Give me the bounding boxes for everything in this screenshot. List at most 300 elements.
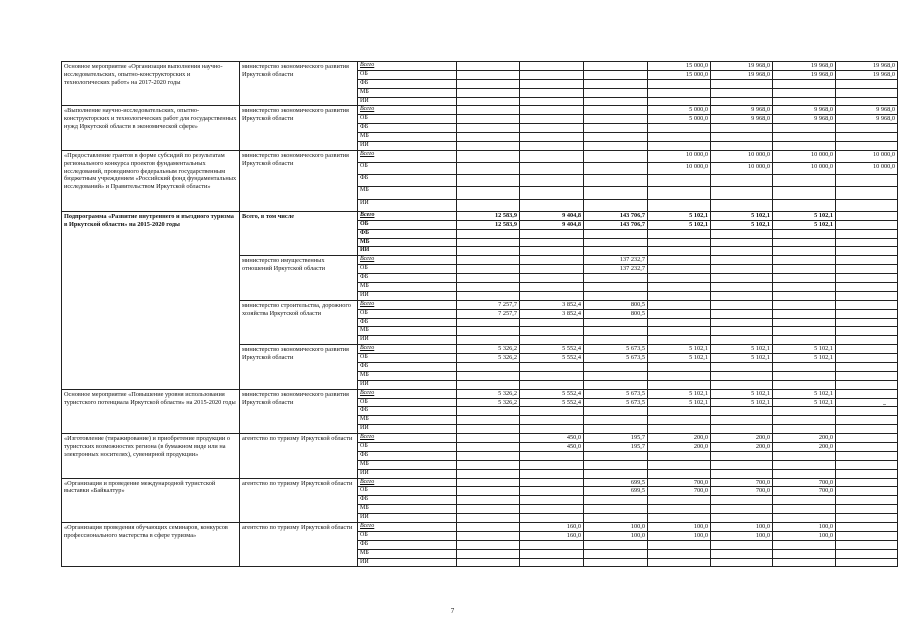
amount-cell [520, 175, 584, 187]
amount-cell [520, 124, 584, 133]
funding-source-cell: ОБ [358, 265, 457, 274]
amount-cell [520, 187, 584, 199]
amount-cell [648, 229, 711, 238]
amount-cell [520, 282, 584, 291]
amount-cell: 10 000,0 [836, 163, 898, 175]
funding-source-cell: Всего [358, 523, 457, 532]
amount-cell [520, 291, 584, 300]
amount-cell: 5 102,1 [648, 345, 711, 354]
funding-source-cell: ФБ [358, 318, 457, 327]
amount-cell [836, 274, 898, 283]
funding-source-cell: Всего [358, 106, 457, 115]
amount-cell [457, 318, 520, 327]
funding-source-cell: МБ [358, 460, 457, 469]
amount-cell [457, 229, 520, 238]
amount-cell [520, 327, 584, 336]
amount-cell [836, 549, 898, 558]
amount-cell [457, 274, 520, 283]
amount-cell [711, 175, 773, 187]
amount-cell [711, 79, 773, 88]
amount-cell [457, 380, 520, 389]
amount-cell [457, 163, 520, 175]
amount-cell [584, 451, 648, 460]
amount-cell [520, 115, 584, 124]
amount-cell: 700,0 [648, 478, 711, 487]
amount-cell [836, 97, 898, 106]
amount-cell [836, 362, 898, 371]
amount-cell [836, 309, 898, 318]
amount-cell [584, 106, 648, 115]
amount-cell: 5 102,1 [711, 220, 773, 229]
responsible-executor-cell: министерство имущественных отношений Иркутской области [240, 256, 358, 300]
responsible-executor-cell: Всего, в том числе [240, 211, 358, 255]
amount-cell [711, 549, 773, 558]
funding-source-cell: МБ [358, 416, 457, 425]
amount-cell [457, 187, 520, 199]
amount-cell [648, 336, 711, 345]
amount-cell: 10 000,0 [836, 150, 898, 162]
amount-cell [648, 362, 711, 371]
amount-cell [836, 199, 898, 211]
amount-cell [711, 142, 773, 151]
amount-cell [584, 380, 648, 389]
amount-cell [648, 300, 711, 309]
funding-source-cell: ОБ [358, 163, 457, 175]
amount-cell: 5 102,1 [648, 389, 711, 398]
amount-cell: 5 552,4 [520, 398, 584, 407]
amount-cell: 12 583,9 [457, 211, 520, 220]
amount-cell: 700,0 [648, 487, 711, 496]
amount-cell [457, 487, 520, 496]
amount-cell: 699,5 [584, 487, 648, 496]
responsible-executor-cell: министерство экономического развития Иркутской области [240, 106, 358, 150]
amount-cell [711, 187, 773, 199]
amount-cell: 19 968,0 [773, 70, 836, 79]
amount-cell [773, 327, 836, 336]
amount-cell [520, 478, 584, 487]
responsible-executor-cell: министерство экономического развития Иркутской области [240, 62, 358, 106]
responsible-executor-cell: агентство по туризму Иркутской области [240, 434, 358, 478]
amount-cell [773, 362, 836, 371]
amount-cell [457, 175, 520, 187]
amount-cell [711, 336, 773, 345]
amount-cell [836, 434, 898, 443]
amount-cell [584, 362, 648, 371]
amount-cell [648, 142, 711, 151]
amount-cell [584, 199, 648, 211]
amount-cell [711, 300, 773, 309]
amount-cell: 9 968,0 [836, 106, 898, 115]
amount-cell [773, 282, 836, 291]
amount-cell [457, 540, 520, 549]
amount-cell [520, 79, 584, 88]
amount-cell [520, 229, 584, 238]
amount-cell [520, 163, 584, 175]
amount-cell [520, 274, 584, 283]
amount-cell [520, 380, 584, 389]
amount-cell: 3 852,4 [520, 309, 584, 318]
table-row [62, 211, 898, 220]
amount-cell [648, 97, 711, 106]
amount-cell [520, 416, 584, 425]
amount-cell [836, 300, 898, 309]
amount-cell [584, 238, 648, 247]
amount-cell [648, 124, 711, 133]
amount-cell [520, 70, 584, 79]
amount-cell: 5 326,2 [457, 345, 520, 354]
funding-source-cell: ИИ [358, 97, 457, 106]
amount-cell [457, 124, 520, 133]
amount-cell: 5 102,1 [773, 211, 836, 220]
funding-source-cell: ФБ [358, 124, 457, 133]
amount-cell [520, 362, 584, 371]
amount-cell [836, 469, 898, 478]
amount-cell [773, 199, 836, 211]
amount-cell [836, 238, 898, 247]
amount-cell [520, 558, 584, 567]
amount-cell: 450,0 [520, 434, 584, 443]
amount-cell: 200,0 [773, 434, 836, 443]
amount-cell [711, 451, 773, 460]
amount-cell [648, 318, 711, 327]
amount-cell [457, 469, 520, 478]
funding-source-cell: ИИ [358, 425, 457, 434]
amount-cell [648, 451, 711, 460]
amount-cell: 100,0 [648, 523, 711, 532]
amount-cell [457, 265, 520, 274]
amount-cell [520, 62, 584, 71]
funding-source-cell: МБ [358, 238, 457, 247]
amount-cell: 5 102,1 [773, 220, 836, 229]
amount-cell: 200,0 [773, 443, 836, 452]
amount-cell [773, 318, 836, 327]
amount-cell: 137 232,7 [584, 256, 648, 265]
amount-cell [711, 318, 773, 327]
amount-cell [773, 371, 836, 380]
amount-cell [773, 133, 836, 142]
amount-cell: 9 968,0 [773, 115, 836, 124]
amount-cell: 5 102,1 [773, 389, 836, 398]
funding-source-cell: ФБ [358, 407, 457, 416]
amount-cell: 800,5 [584, 300, 648, 309]
funding-source-cell: МБ [358, 282, 457, 291]
table-row [62, 150, 898, 162]
program-name-cell: «Выполнение научно-исследовательских, опытно-конструкторских и технологических работ для государственных нужд Иркутской области в экономической сфере» [62, 106, 240, 150]
amount-cell [711, 97, 773, 106]
amount-cell [711, 199, 773, 211]
amount-cell [648, 460, 711, 469]
amount-cell: 195,7 [584, 434, 648, 443]
amount-cell [836, 79, 898, 88]
amount-cell [520, 336, 584, 345]
amount-cell [520, 247, 584, 256]
funding-source-cell: МБ [358, 88, 457, 97]
amount-cell [711, 558, 773, 567]
amount-cell [648, 282, 711, 291]
amount-cell: 19 968,0 [711, 70, 773, 79]
amount-cell [648, 327, 711, 336]
amount-cell [584, 79, 648, 88]
amount-cell: 450,0 [520, 443, 584, 452]
amount-cell [711, 282, 773, 291]
funding-source-cell: МБ [358, 327, 457, 336]
amount-cell [648, 469, 711, 478]
amount-cell [520, 514, 584, 523]
amount-cell [584, 97, 648, 106]
budget-table-body [62, 62, 898, 567]
funding-source-cell: ФБ [358, 362, 457, 371]
amount-cell [584, 514, 648, 523]
amount-cell: 19 968,0 [711, 62, 773, 71]
program-name-cell: «Предоставление грантов в форме субсидий по результатам регионального конкурса проектов фундаментальных исследований, проводимого федеральным государственным бюджетным учреждением «Российский фонд фундаментальных исследований» и Правительством Иркутской области» [62, 150, 240, 211]
amount-cell [584, 318, 648, 327]
amount-cell: 5 102,1 [648, 220, 711, 229]
amount-cell [648, 425, 711, 434]
amount-cell [520, 142, 584, 151]
amount-cell [773, 460, 836, 469]
program-name-cell: «Организация и проведение международной туристской выставки «Байкалтур» [62, 478, 240, 522]
amount-cell: 3 852,4 [520, 300, 584, 309]
amount-cell [836, 282, 898, 291]
amount-cell [457, 362, 520, 371]
budget-table [61, 61, 898, 567]
amount-cell [584, 371, 648, 380]
amount-cell [773, 88, 836, 97]
amount-cell [584, 558, 648, 567]
funding-source-cell: Всего [358, 62, 457, 71]
amount-cell: 200,0 [648, 434, 711, 443]
funding-source-cell: ОБ [358, 220, 457, 229]
amount-cell: 5 102,1 [648, 211, 711, 220]
amount-cell [836, 247, 898, 256]
funding-source-cell: МБ [358, 187, 457, 199]
amount-cell [836, 336, 898, 345]
amount-cell [836, 124, 898, 133]
funding-source-cell: Всего [358, 478, 457, 487]
amount-cell: 143 706,7 [584, 211, 648, 220]
amount-cell [711, 247, 773, 256]
amount-cell [836, 175, 898, 187]
amount-cell [584, 336, 648, 345]
funding-source-cell: ИИ [358, 380, 457, 389]
amount-cell [584, 229, 648, 238]
amount-cell: 100,0 [711, 531, 773, 540]
amount-cell [520, 540, 584, 549]
amount-cell [457, 115, 520, 124]
amount-cell: 12 583,9 [457, 220, 520, 229]
amount-cell [711, 274, 773, 283]
amount-cell [457, 150, 520, 162]
amount-cell [457, 79, 520, 88]
amount-cell [711, 496, 773, 505]
responsible-executor-cell: агентство по туризму Иркутской области [240, 478, 358, 522]
amount-cell [584, 150, 648, 162]
funding-source-cell: ИИ [358, 247, 457, 256]
amount-cell: 5 673,5 [584, 389, 648, 398]
amount-cell [836, 451, 898, 460]
amount-cell [836, 389, 898, 398]
amount-cell [457, 88, 520, 97]
amount-cell [711, 407, 773, 416]
funding-source-cell: ОБ [358, 70, 457, 79]
amount-cell [711, 362, 773, 371]
funding-source-cell: ОБ [358, 443, 457, 452]
amount-cell [648, 291, 711, 300]
amount-cell [711, 291, 773, 300]
amount-cell: 9 404,8 [520, 220, 584, 229]
amount-cell [584, 274, 648, 283]
amount-cell [773, 407, 836, 416]
funding-source-cell: ОБ [358, 398, 457, 407]
amount-cell [520, 256, 584, 265]
amount-cell [648, 199, 711, 211]
amount-cell [520, 496, 584, 505]
amount-cell [457, 238, 520, 247]
amount-cell [584, 460, 648, 469]
amount-cell: 5 102,1 [711, 211, 773, 220]
funding-source-cell: Всего [358, 211, 457, 220]
amount-cell: 200,0 [711, 434, 773, 443]
amount-cell: 5 326,2 [457, 354, 520, 363]
amount-cell [836, 371, 898, 380]
amount-cell: 5 326,2 [457, 398, 520, 407]
amount-cell [836, 256, 898, 265]
amount-cell: 200,0 [648, 443, 711, 452]
amount-cell [773, 496, 836, 505]
funding-source-cell: Всего [358, 389, 457, 398]
responsible-executor-cell: министерство экономического развития Иркутской области [240, 345, 358, 389]
amount-cell: 5 673,5 [584, 398, 648, 407]
amount-cell [836, 540, 898, 549]
amount-cell [773, 309, 836, 318]
amount-cell [648, 505, 711, 514]
amount-cell [457, 291, 520, 300]
funding-source-cell: ИИ [358, 514, 457, 523]
amount-cell [648, 133, 711, 142]
program-name-cell: Основное мероприятие «Организация выполнения научно-исследовательских, опытно-конструкторских и технологических работ» на 2017-2020 годы [62, 62, 240, 106]
amount-cell: 5 102,1 [648, 398, 711, 407]
amount-cell [584, 88, 648, 97]
amount-cell [457, 451, 520, 460]
amount-cell: 100,0 [711, 523, 773, 532]
amount-cell [711, 416, 773, 425]
amount-cell: 5 326,2 [457, 389, 520, 398]
amount-cell: 9 404,8 [520, 211, 584, 220]
funding-source-cell: МБ [358, 133, 457, 142]
amount-cell [836, 425, 898, 434]
amount-cell [836, 496, 898, 505]
funding-source-cell: ФБ [358, 274, 457, 283]
amount-cell [836, 229, 898, 238]
amount-cell [520, 133, 584, 142]
responsible-executor-cell: министерство экономического развития Иркутской области [240, 150, 358, 211]
amount-cell [648, 540, 711, 549]
amount-cell [711, 469, 773, 478]
amount-cell [836, 487, 898, 496]
amount-cell [520, 505, 584, 514]
amount-cell: 5 000,0 [648, 115, 711, 124]
program-name-cell: «Организация проведения обучающих семинаров, конкурсов профессионального мастерства в сфере туризма» [62, 523, 240, 567]
amount-cell [836, 211, 898, 220]
amount-cell: 160,0 [520, 523, 584, 532]
amount-cell [773, 540, 836, 549]
amount-cell: 5 102,1 [711, 398, 773, 407]
funding-source-cell: ИИ [358, 142, 457, 151]
amount-cell [836, 220, 898, 229]
amount-cell [836, 407, 898, 416]
amount-cell: 5 102,1 [711, 354, 773, 363]
amount-cell [711, 309, 773, 318]
table-row [62, 478, 898, 487]
amount-cell [648, 238, 711, 247]
amount-cell [584, 416, 648, 425]
amount-cell [711, 460, 773, 469]
responsible-executor-cell: министерство строительства, дорожного хозяйства Иркутской области [240, 300, 358, 344]
amount-cell [520, 549, 584, 558]
amount-cell [773, 300, 836, 309]
amount-cell [457, 371, 520, 380]
amount-cell [711, 88, 773, 97]
amount-cell [711, 505, 773, 514]
amount-cell [584, 407, 648, 416]
amount-cell [773, 79, 836, 88]
amount-cell [584, 115, 648, 124]
amount-cell [773, 451, 836, 460]
amount-cell [584, 540, 648, 549]
amount-cell: 10 000,0 [773, 163, 836, 175]
amount-cell: 9 968,0 [711, 106, 773, 115]
amount-cell: 100,0 [584, 523, 648, 532]
funding-source-cell: ИИ [358, 558, 457, 567]
amount-cell [648, 79, 711, 88]
amount-cell [584, 505, 648, 514]
amount-cell [457, 142, 520, 151]
amount-cell [773, 416, 836, 425]
amount-cell [520, 106, 584, 115]
amount-cell [457, 106, 520, 115]
amount-cell: 15 000,0 [648, 70, 711, 79]
amount-cell [648, 247, 711, 256]
amount-cell: 699,5 [584, 478, 648, 487]
table-row [62, 106, 898, 115]
amount-cell: 5 102,1 [711, 345, 773, 354]
amount-cell [711, 133, 773, 142]
amount-cell [773, 238, 836, 247]
amount-cell [836, 354, 898, 363]
amount-cell [520, 238, 584, 247]
amount-cell [457, 133, 520, 142]
amount-cell [457, 407, 520, 416]
funding-source-cell: ОБ [358, 531, 457, 540]
amount-cell: 800,5 [584, 309, 648, 318]
amount-cell: 100,0 [584, 531, 648, 540]
funding-source-cell: ИИ [358, 291, 457, 300]
amount-cell: 7 257,7 [457, 309, 520, 318]
amount-cell: 5 552,4 [520, 345, 584, 354]
amount-cell [457, 505, 520, 514]
funding-source-cell: ОБ [358, 487, 457, 496]
amount-cell: 5 102,1 [773, 354, 836, 363]
amount-cell: 160,0 [520, 531, 584, 540]
amount-cell [584, 247, 648, 256]
amount-cell: 700,0 [773, 487, 836, 496]
funding-source-cell: ОБ [358, 309, 457, 318]
amount-cell: 15 000,0 [648, 62, 711, 71]
amount-cell [457, 496, 520, 505]
amount-cell [711, 371, 773, 380]
amount-cell [584, 327, 648, 336]
amount-cell [457, 70, 520, 79]
